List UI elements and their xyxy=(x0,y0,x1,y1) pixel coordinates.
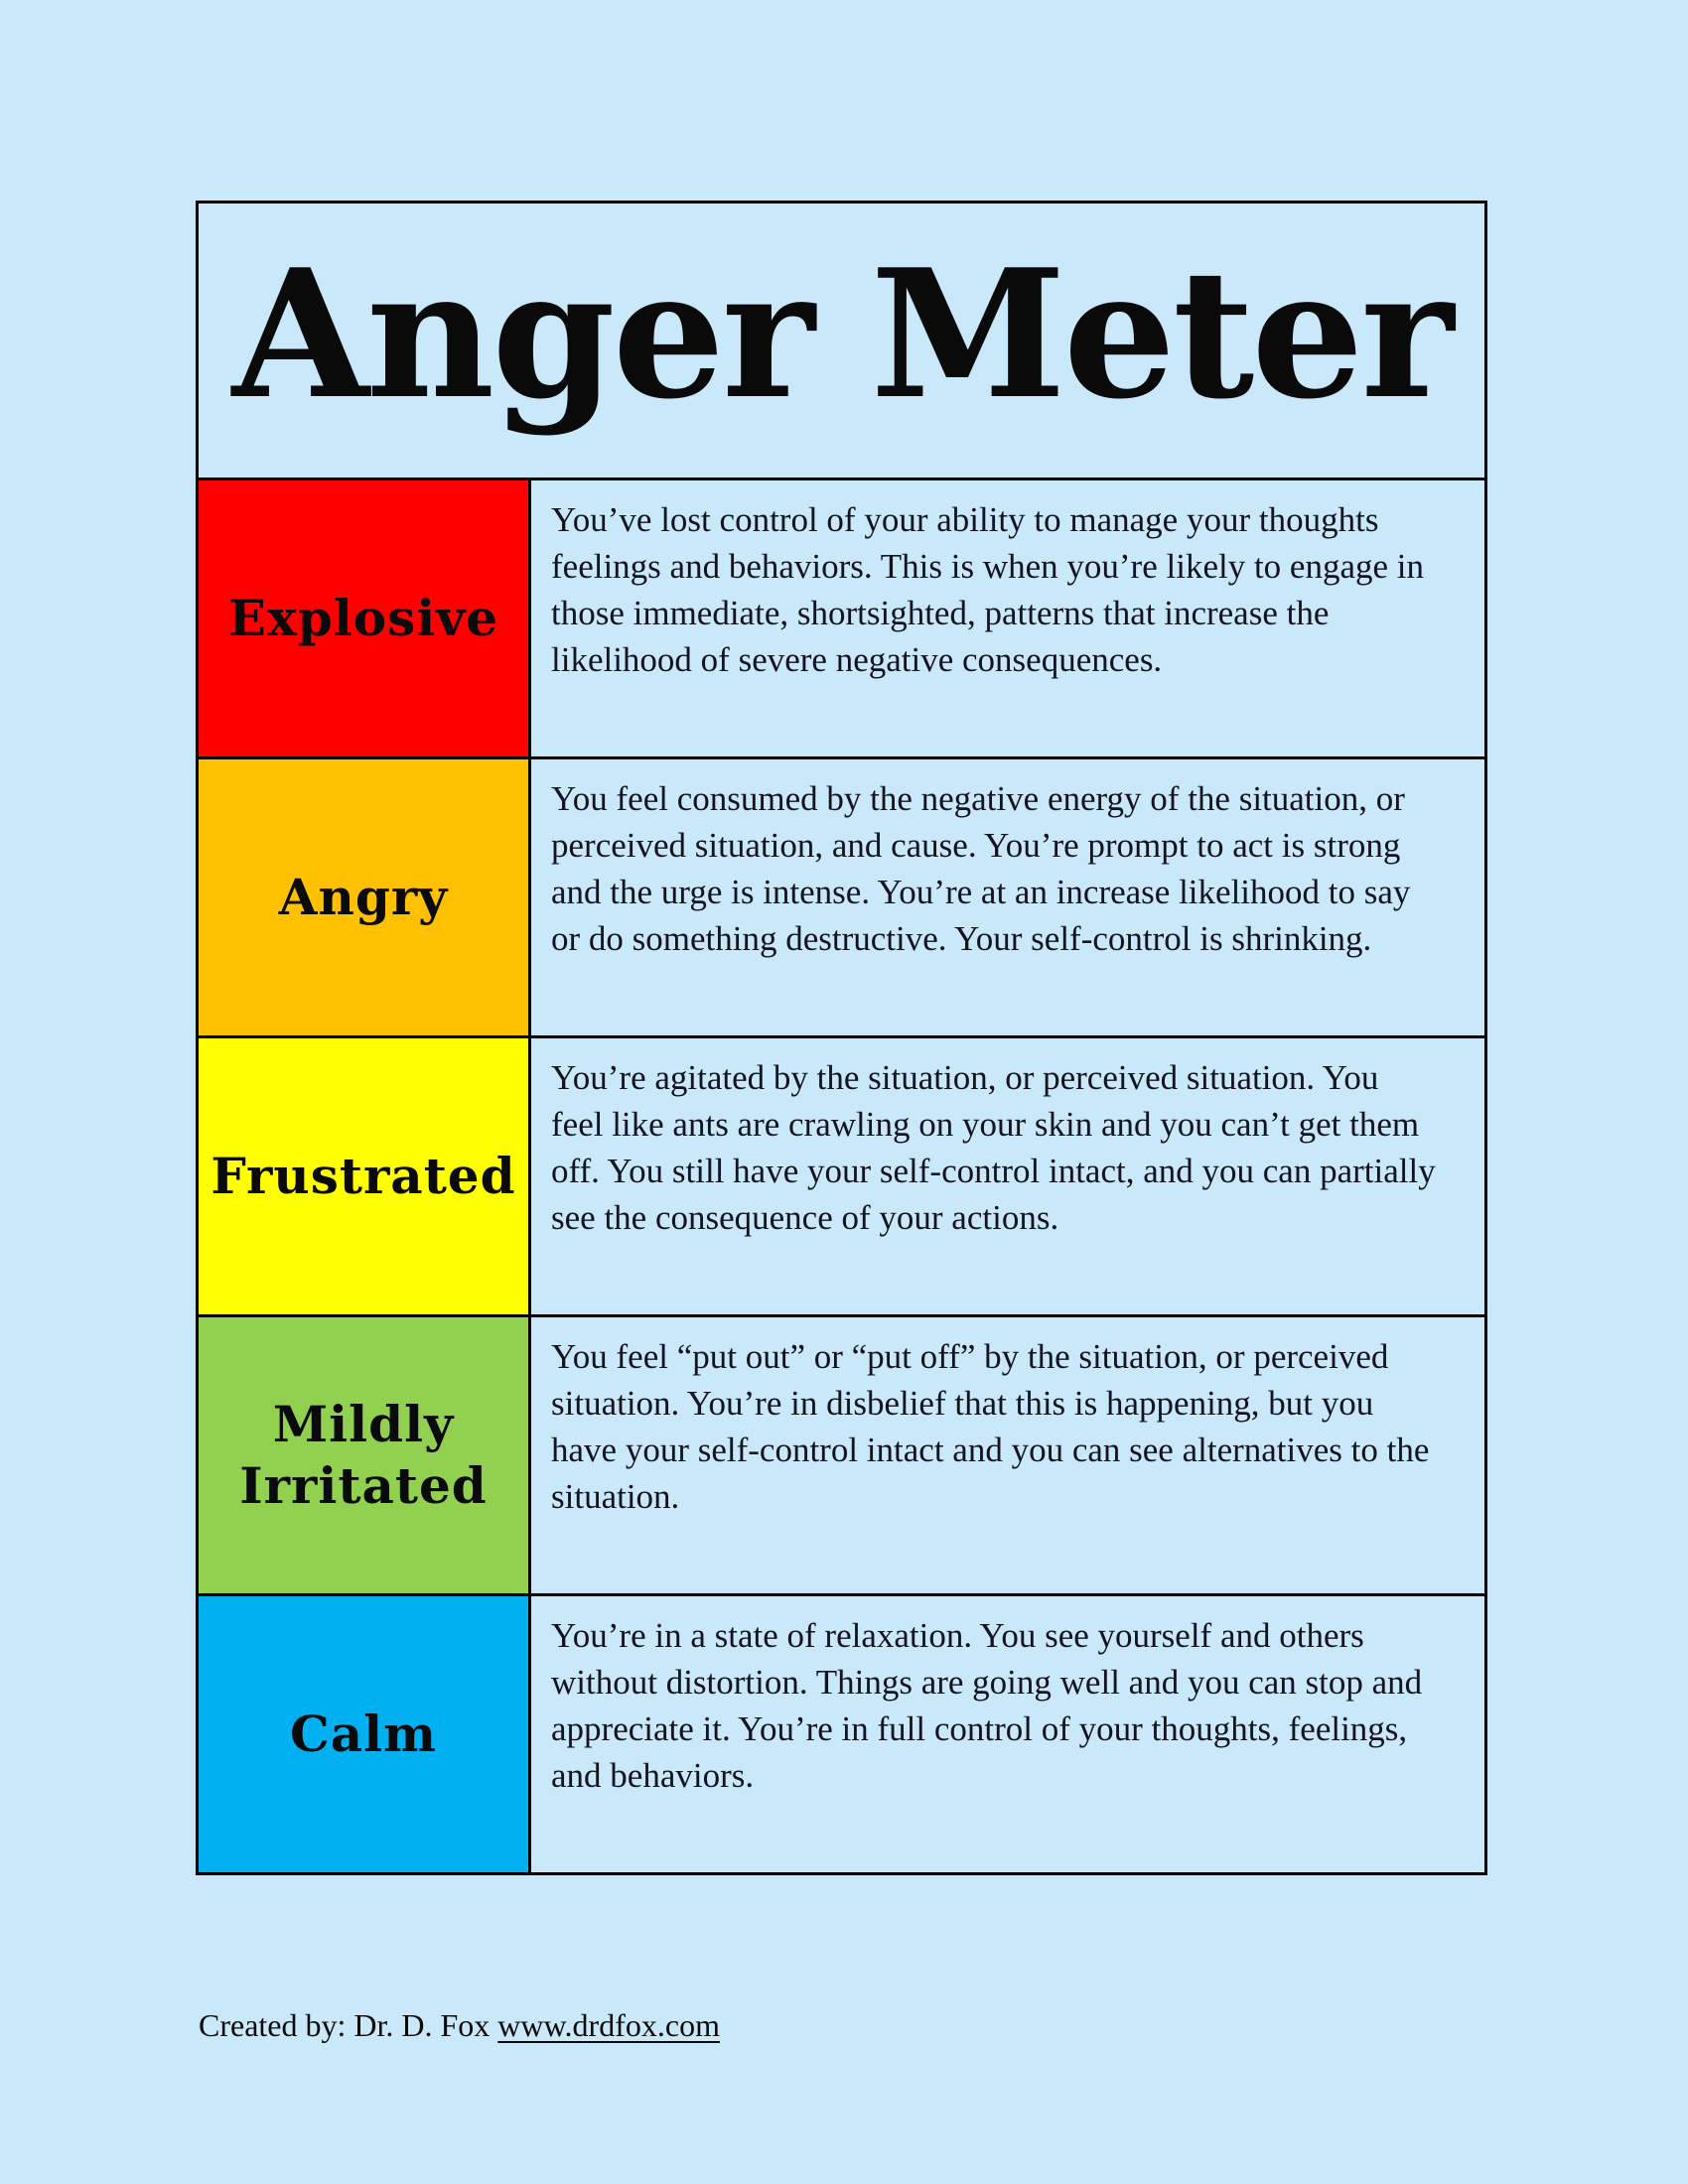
level-cell-frustrated xyxy=(199,1038,528,1314)
footer-credit xyxy=(199,2007,720,2044)
page-title: Anger Meter xyxy=(231,230,1452,438)
level-label-angry: Angry xyxy=(278,867,449,926)
level-description-explosive: You’ve lost control of your ability to manage your thoughts feelings and behaviors. This is when you’re likely to engage in those immediate, shortsighted, patterns that increase the likelihood of severe negative consequences. xyxy=(551,500,1424,679)
anger-meter-table xyxy=(196,201,1487,1875)
level-description-mildly-irritated: You feel “put out” or “put off” by the situation, or perceived situation. You’re in disbelief that this is happening, but you have your self-control intact and you can see alternatives to the situation. xyxy=(551,1337,1430,1516)
title-cell xyxy=(199,204,1484,478)
level-cell-mildly-irritated xyxy=(199,1317,528,1593)
level-label-calm: Calm xyxy=(289,1704,438,1763)
level-label-frustrated: Frustrated xyxy=(211,1146,516,1205)
level-cell-angry xyxy=(199,759,528,1035)
level-description-angry: You feel consumed by the negative energy of the situation, or perceived situation, and cause. You’re prompt to act is strong and the urge is intense. You’re at an increase likelihood to say or do something destructive. Your self-control is shrinking. xyxy=(551,779,1411,958)
level-cell-calm xyxy=(199,1596,528,1872)
level-label-mildly-irritated: Mildly Irritated xyxy=(239,1394,488,1515)
level-description-cell-calm xyxy=(531,1596,1484,1872)
level-description-cell-frustrated xyxy=(531,1038,1484,1314)
footer-credit-text: Created by: Dr. D. Fox xyxy=(199,2007,498,2043)
website-link[interactable]: www.drdfox.com xyxy=(497,2007,720,2043)
level-description-frustrated: You’re agitated by the situation, or perceived situation. You feel like ants are crawling on your skin and you can’t get them off. You still have your self-control intact, and you can partially see the consequence of your actions. xyxy=(551,1058,1436,1237)
level-cell-explosive xyxy=(199,480,528,756)
level-label-explosive: Explosive xyxy=(227,588,499,647)
level-description-cell-angry xyxy=(531,759,1484,1035)
level-description-cell-mildly-irritated xyxy=(531,1317,1484,1593)
level-description-calm: You’re in a state of relaxation. You see yourself and others without distortion. Things are going well and you can stop and appreciate it. You’re in full control of your thoughts, feelings, and behaviors. xyxy=(551,1616,1423,1795)
level-description-cell-explosive xyxy=(531,480,1484,756)
